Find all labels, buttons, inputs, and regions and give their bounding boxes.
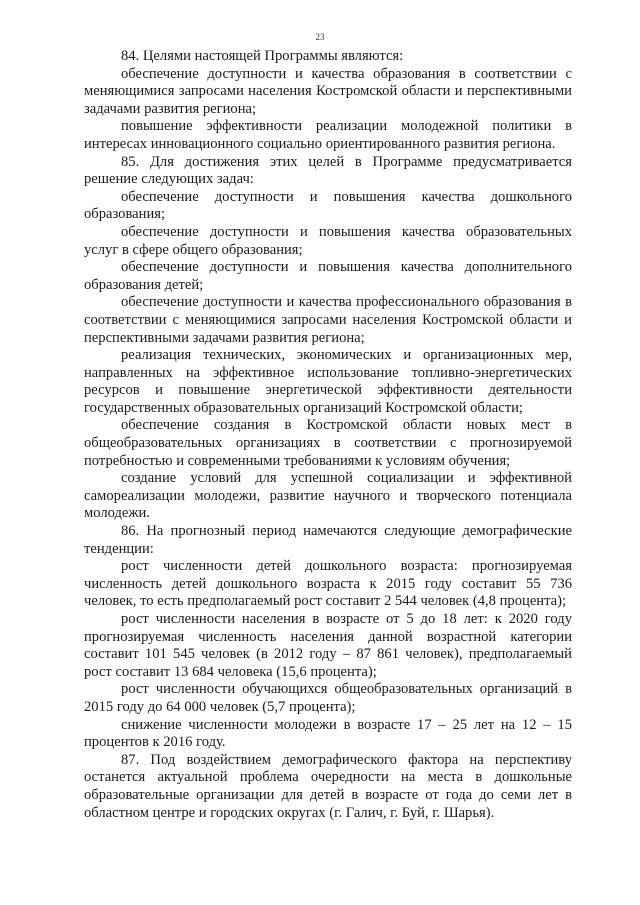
- paragraph: обеспечение доступности и качества профессионального образования в соответствии с меняющимися запросами населения Костромской области и перспективными задачами развития региона;: [84, 294, 572, 346]
- document-body: [84, 48, 572, 822]
- paragraph: 86. На прогнозный период намечаются следующие демографические тенденции:: [84, 523, 572, 557]
- paragraph: 87. Под воздействием демографического фактора на перспективу останется актуальной проблема очередности на места в дошкольные образовательные организации для детей в возрасте от года до семи лет в областном центре и городских округах (г. Галич, г. Буй, г. Шарья).: [84, 751, 572, 821]
- paragraph: рост численности детей дошкольного возраста: прогнозируемая численность детей дошкольного возраста к 2015 году составит 55 736 человек, то есть предполагаемый рост составит 2 544 человек (4,8 процента);: [84, 558, 572, 610]
- paragraph: создание условий для успешной социализации и эффективной самореализации молодежи, развитие научного и творческого потенциала молодежи.: [84, 470, 572, 522]
- paragraph: снижение численности молодежи в возрасте 17 – 25 лет на 12 – 15 процентов к 2016 году.: [84, 716, 572, 751]
- paragraph: обеспечение доступности и повышения качества дошкольного образования;: [84, 188, 572, 223]
- paragraph: обеспечение доступности и повышения качества образовательных услуг в сфере общего образования;: [84, 223, 572, 258]
- paragraph: реализация технических, экономических и организационных мер, направленных на эффективное использование топливно-энергетических ресурсов и повышение энергетической эффективности деятельности государственных образовательных организаций Костромской области;: [84, 347, 572, 416]
- paragraph: повышение эффективности реализации молодежной политики в интересах инновационного социально ориентированного развития региона.: [84, 118, 572, 152]
- paragraph: 84. Целями настоящей Программы являются:: [121, 48, 404, 64]
- paragraph: обеспечение создания в Костромской области новых мест в общеобразовательных организациях в соответствии с прогнозируемой потребностью и современными требованиями к условиям обучения;: [84, 417, 572, 469]
- paragraph: рост численности обучающихся общеобразовательных организаций в 2015 году до 64 000 человек (5,7 процента);: [84, 681, 572, 715]
- paragraph: 85. Для достижения этих целей в Программе предусматривается решение следующих задач:: [84, 153, 572, 188]
- paragraph: обеспечение доступности и повышения качества дополнительного образования детей;: [84, 259, 572, 293]
- paragraph: рост численности населения в возрасте от 5 до 18 лет: к 2020 году прогнозируемая численность населения данной возрастной категории составит 101 545 человек (в 2012 году – 87 861 человек), предполагаемый рост составит 13 684 человека (15,6 процента);: [84, 611, 572, 680]
- page-number: 23: [315, 32, 325, 42]
- paragraph: обеспечение доступности и качества образования в соответствии с меняющимися запросами населения Костромской области и перспективными задачами развития региона;: [84, 65, 572, 117]
